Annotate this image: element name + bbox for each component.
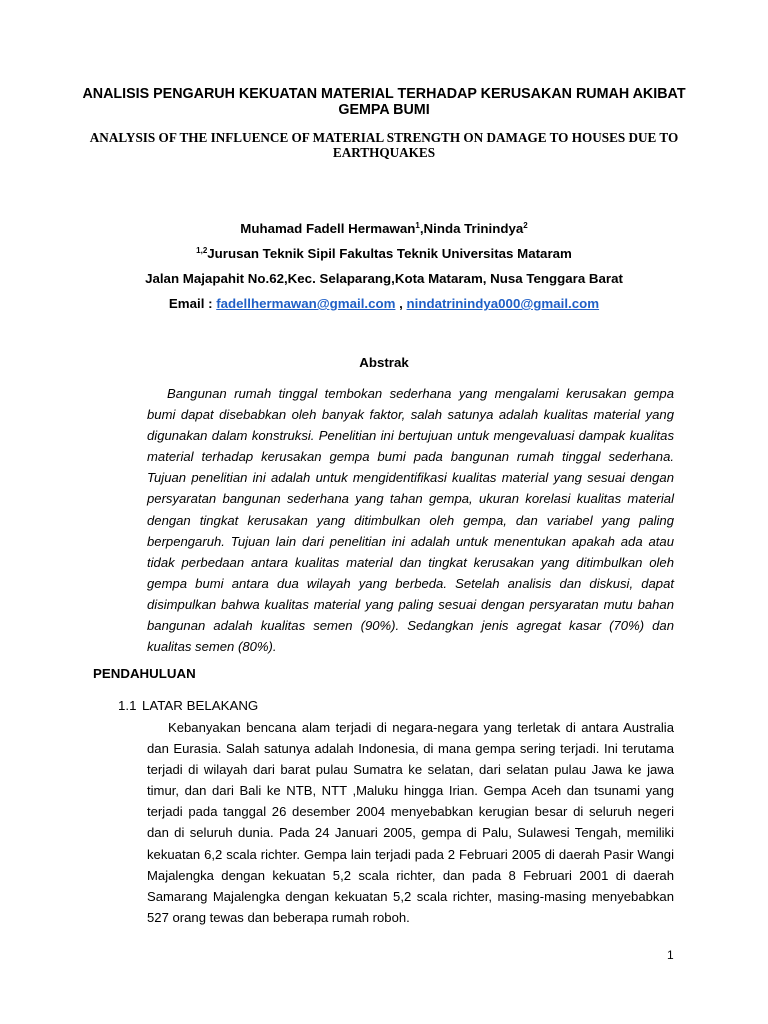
- email-separator: ,: [395, 296, 407, 311]
- address-line: Jalan Majapahit No.62,Kec. Selaparang,Kota Mataram, Nusa Tenggara Barat: [145, 271, 623, 286]
- author-separator: ,: [419, 221, 424, 236]
- abstract-heading: Abstrak: [359, 355, 409, 370]
- paper-title-indonesian: ANALISIS PENGARUH KEKUATAN MATERIAL TERHADAP KERUSAKAN RUMAH AKIBAT GEMPA BUMI: [82, 86, 686, 118]
- subsection-title: LATAR BELAKANG: [142, 698, 259, 713]
- paper-title-english: ANALYSIS OF THE INFLUENCE OF MATERIAL STRENGTH ON DAMAGE TO HOUSES DUE TO EARTHQUAKES: [89, 130, 679, 160]
- page-number: 1: [667, 948, 674, 962]
- author-name: Ninda Trinindya: [423, 221, 524, 236]
- abstract-text: Bangunan rumah tinggal tembokan sederhana yang mengalami kerusakan gempa bumi dapat disebabkan oleh banyak faktor, salah satunya adalah kualitas material yang digunakan dalam konstruksi. Penelitian ini bertujuan untuk mengevaluasi dampak kualitas material terhadap kerusakan gempa bumi pada bangunan rumah tinggal sederhana. Tujuan penelitian ini adalah untuk mengidentifikasi kualitas material yang sesuai dengan persyaratan bangunan sederhana yang tahan gempa, ukuran korelasi kualitas material dengan tingkat kerusakan yang ditimbulkan oleh gempa, dan variabel yang paling berpengaruh. Tujuan lain dari penelitian ini adalah untuk menentukan apakah ada atau tidak perbedaan antara kualitas material dan tingkat kerusakan yang ditimbulkan oleh gempa bumi antara dua wilayah yang berbeda. Setelah analisis dan diskusi, dapat disimpulkan bahwa kualitas material yang paling sesuai dengan persyaratan mutu bahan bangunan adalah kualitas semen (90%). Sedangkan jenis agregat kasar (70%) dan kualitas semen (80%).: [147, 386, 674, 655]
- author-affiliation-marker: 1: [415, 221, 420, 230]
- affiliation-marker: 1,2: [196, 246, 208, 255]
- body-paragraph: Kebanyakan bencana alam terjadi di negara-negara yang terletak di antara Australia dan Eurasia. Salah satunya adalah Indonesia, di mana gempa sering terjadi. Ini terutama terjadi di wilayah dari barat pulau Sumatra ke selatan, dari selatan pulau Jawa ke jawa timur, dan dari Bali ke NTB, NTT ,Maluku hingga Irian. Gempa Aceh dan tsunami yang terjadi pada tanggal 26 desember 2004 menyebabkan kerugian besar di seluruh negeri dan di seluruh dunia. Pada 24 Januari 2005, gempa di Palu, Sulawesi Tengah, memiliki kekuatan 6,2 scala richter. Gempa lain terjadi pada 2 Februari 2005 di daerah Pasir Wangi Majalengka dengan kekuatan 5,2 scala richter, dan pada 8 Februari 2001 di daerah Samarang Majalengka dengan kekuatan 5,2 scala richter, masing-masing menyebabkan 527 orang tewas dan beberapa rumah roboh.: [147, 720, 674, 925]
- section-heading: PENDAHULUAN: [93, 666, 196, 681]
- email-link[interactable]: fadellhermawan@gmail.com: [216, 296, 396, 311]
- email-link[interactable]: nindatrinindya000@gmail.com: [406, 296, 600, 311]
- author-line: [0, 220, 768, 238]
- author-affiliation-marker: 2: [523, 221, 528, 230]
- affiliation-text: Jurusan Teknik Sipil Fakultas Teknik Universitas Mataram: [207, 246, 572, 261]
- email-line: [0, 295, 768, 313]
- affiliation-line: [0, 245, 768, 263]
- subsection-heading: [118, 697, 258, 715]
- author-name: Muhamad Fadell Hermawan: [240, 221, 416, 236]
- email-label: Email :: [168, 296, 217, 311]
- subsection-number: 1.1: [118, 698, 137, 713]
